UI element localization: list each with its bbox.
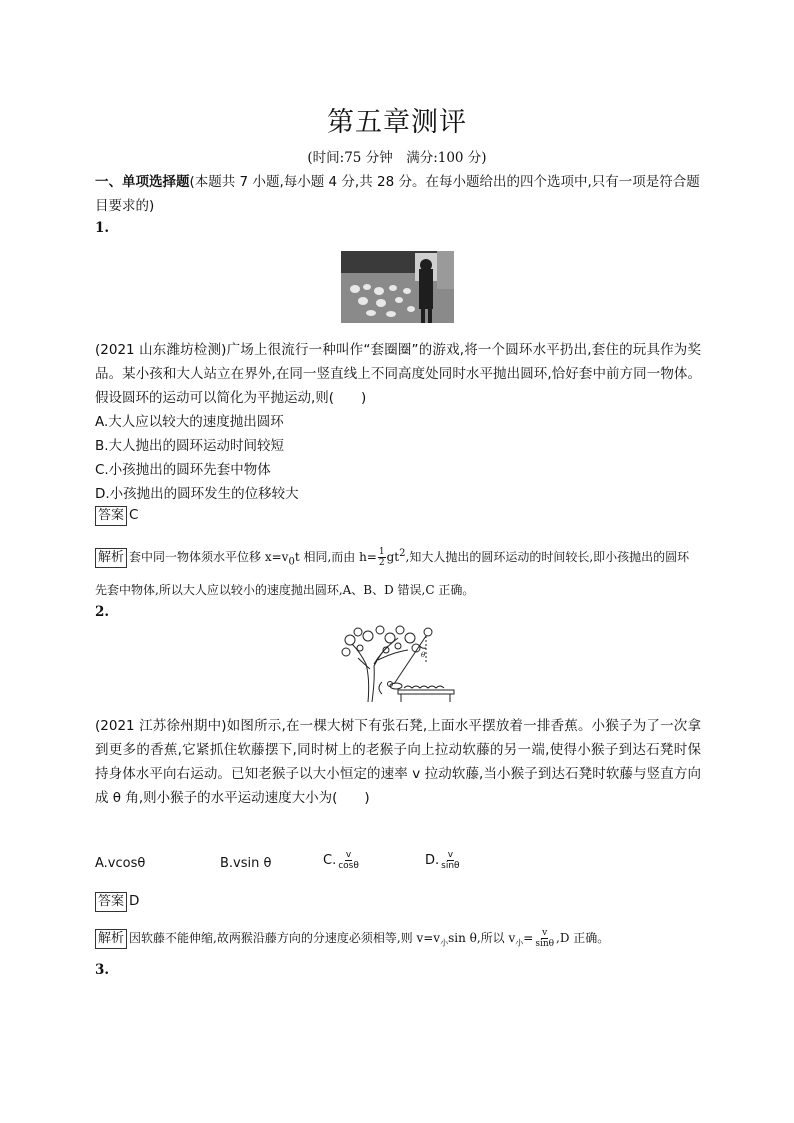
- page-title: 第五章测评: [327, 107, 467, 138]
- fraction-v-cos: [337, 850, 360, 871]
- analysis-text: sin θ,所以 v: [448, 931, 516, 945]
- fraction-v-sin: [440, 850, 460, 871]
- fraction-numerator: v: [345, 850, 352, 860]
- analysis-text: gt: [386, 550, 400, 564]
- analysis-text: 套中同一物体须水平位移 x=v: [129, 550, 289, 564]
- answer-tag: 答案: [95, 892, 127, 912]
- superscript: 2: [399, 548, 406, 559]
- analysis-text: =: [523, 931, 534, 945]
- analysis-text: ,知大人抛出的圆环运动的时间较长,即小孩抛出的圆环先套中物体,所以大人应以较小的速度抛出圆环,A、B、D 错误,C 正确。: [95, 550, 690, 598]
- analysis-tag: 解析: [95, 548, 127, 568]
- subscript: 小: [515, 938, 524, 948]
- ring-toss-photo: [341, 251, 454, 323]
- question-1-option-a: A.大人应以较大的速度抛出圆环: [95, 414, 284, 430]
- svg-text:θ: θ: [421, 651, 426, 659]
- fraction-denominator: sinθ: [441, 861, 460, 871]
- question-3-number: 3.: [95, 962, 110, 978]
- question-2-option-c: [323, 850, 361, 871]
- question-2-analysis: [95, 924, 701, 957]
- option-prefix: D.: [425, 853, 440, 868]
- question-1-number: 1.: [95, 220, 110, 236]
- analysis-text: t 相同,而由 h=: [294, 550, 377, 564]
- answer-tag: 答案: [95, 506, 127, 526]
- question-1-analysis: [95, 540, 701, 604]
- fraction-numerator: v: [542, 928, 548, 938]
- exam-info: (时间:75 分钟 满分:100 分): [307, 150, 487, 166]
- question-1-option-c: C.小孩抛出的圆环先套中物体: [95, 462, 271, 478]
- question-2-answer: [95, 892, 139, 912]
- option-prefix: C.: [323, 853, 337, 868]
- answer-value: D: [129, 893, 140, 909]
- section-heading: [95, 170, 700, 218]
- section-title: 一、单项选择题: [95, 174, 190, 190]
- analysis-text: 因软藤不能伸缩,故两猴沿藤方向的分速度必须相等,则 v=v: [129, 931, 441, 945]
- fraction-denominator: cosθ: [338, 861, 359, 871]
- section-description: (本题共 7 小题,每小题 4 分,共 28 分。在每小题给出的四个选项中,只有一项是符合题目要求的): [95, 174, 700, 214]
- fraction-numerator: 1: [378, 547, 385, 557]
- question-1-stem: (2021 山东潍坊检测)广场上很流行一种叫作“套圈圈”的游戏,将一个圆环水平扔出,套住的玩具作为奖品。某小孩和大人站立在界外,在同一竖直线上不同高度处同时水平抛出圆环,恰好套中前方同一物体。假设圆环的运动可以简化为平抛运动,则( ): [95, 342, 701, 406]
- question-2-number: 2.: [95, 604, 110, 620]
- question-2-stem: (2021 江苏徐州期中)如图所示,在一棵大树下有张石凳,上面水平摆放着一排香蕉。小猴子为了一次拿到更多的香蕉,它紧抓住软藤摆下,同时树上的老猴子向上拉动软藤的另一端,使得小猴子到达石凳时保持身体水平向右运动。已知老猴子以大小恒定的速率 v 拉动软藤,当小猴子到达石凳时软藤与竖直方向成 θ 角,则小猴子的水平运动速度大小为( ): [95, 718, 701, 806]
- question-1-option-d: D.小孩抛出的圆环发生的位移较大: [95, 486, 299, 502]
- subscript: 0: [288, 556, 295, 568]
- answer-value: C: [129, 507, 139, 523]
- question-2-option-a: A.vcosθ: [95, 856, 146, 871]
- fraction-half: [378, 547, 386, 568]
- question-2-option-b: B.vsin θ: [220, 856, 272, 871]
- fraction-v-sin: [534, 928, 555, 949]
- question-2-option-d: [425, 850, 462, 871]
- analysis-tag: 解析: [95, 929, 127, 949]
- fraction-denominator: 2: [378, 558, 385, 568]
- question-1-answer: [95, 506, 138, 526]
- question-1-option-b: B.大人抛出的圆环运动时间较短: [95, 438, 285, 454]
- subscript: 小: [440, 938, 449, 948]
- fraction-numerator: v: [447, 850, 454, 860]
- fraction-denominator: sinθ: [535, 939, 555, 949]
- monkey-tree-diagram: [338, 624, 462, 704]
- analysis-text: ,D 正确。: [556, 931, 610, 945]
